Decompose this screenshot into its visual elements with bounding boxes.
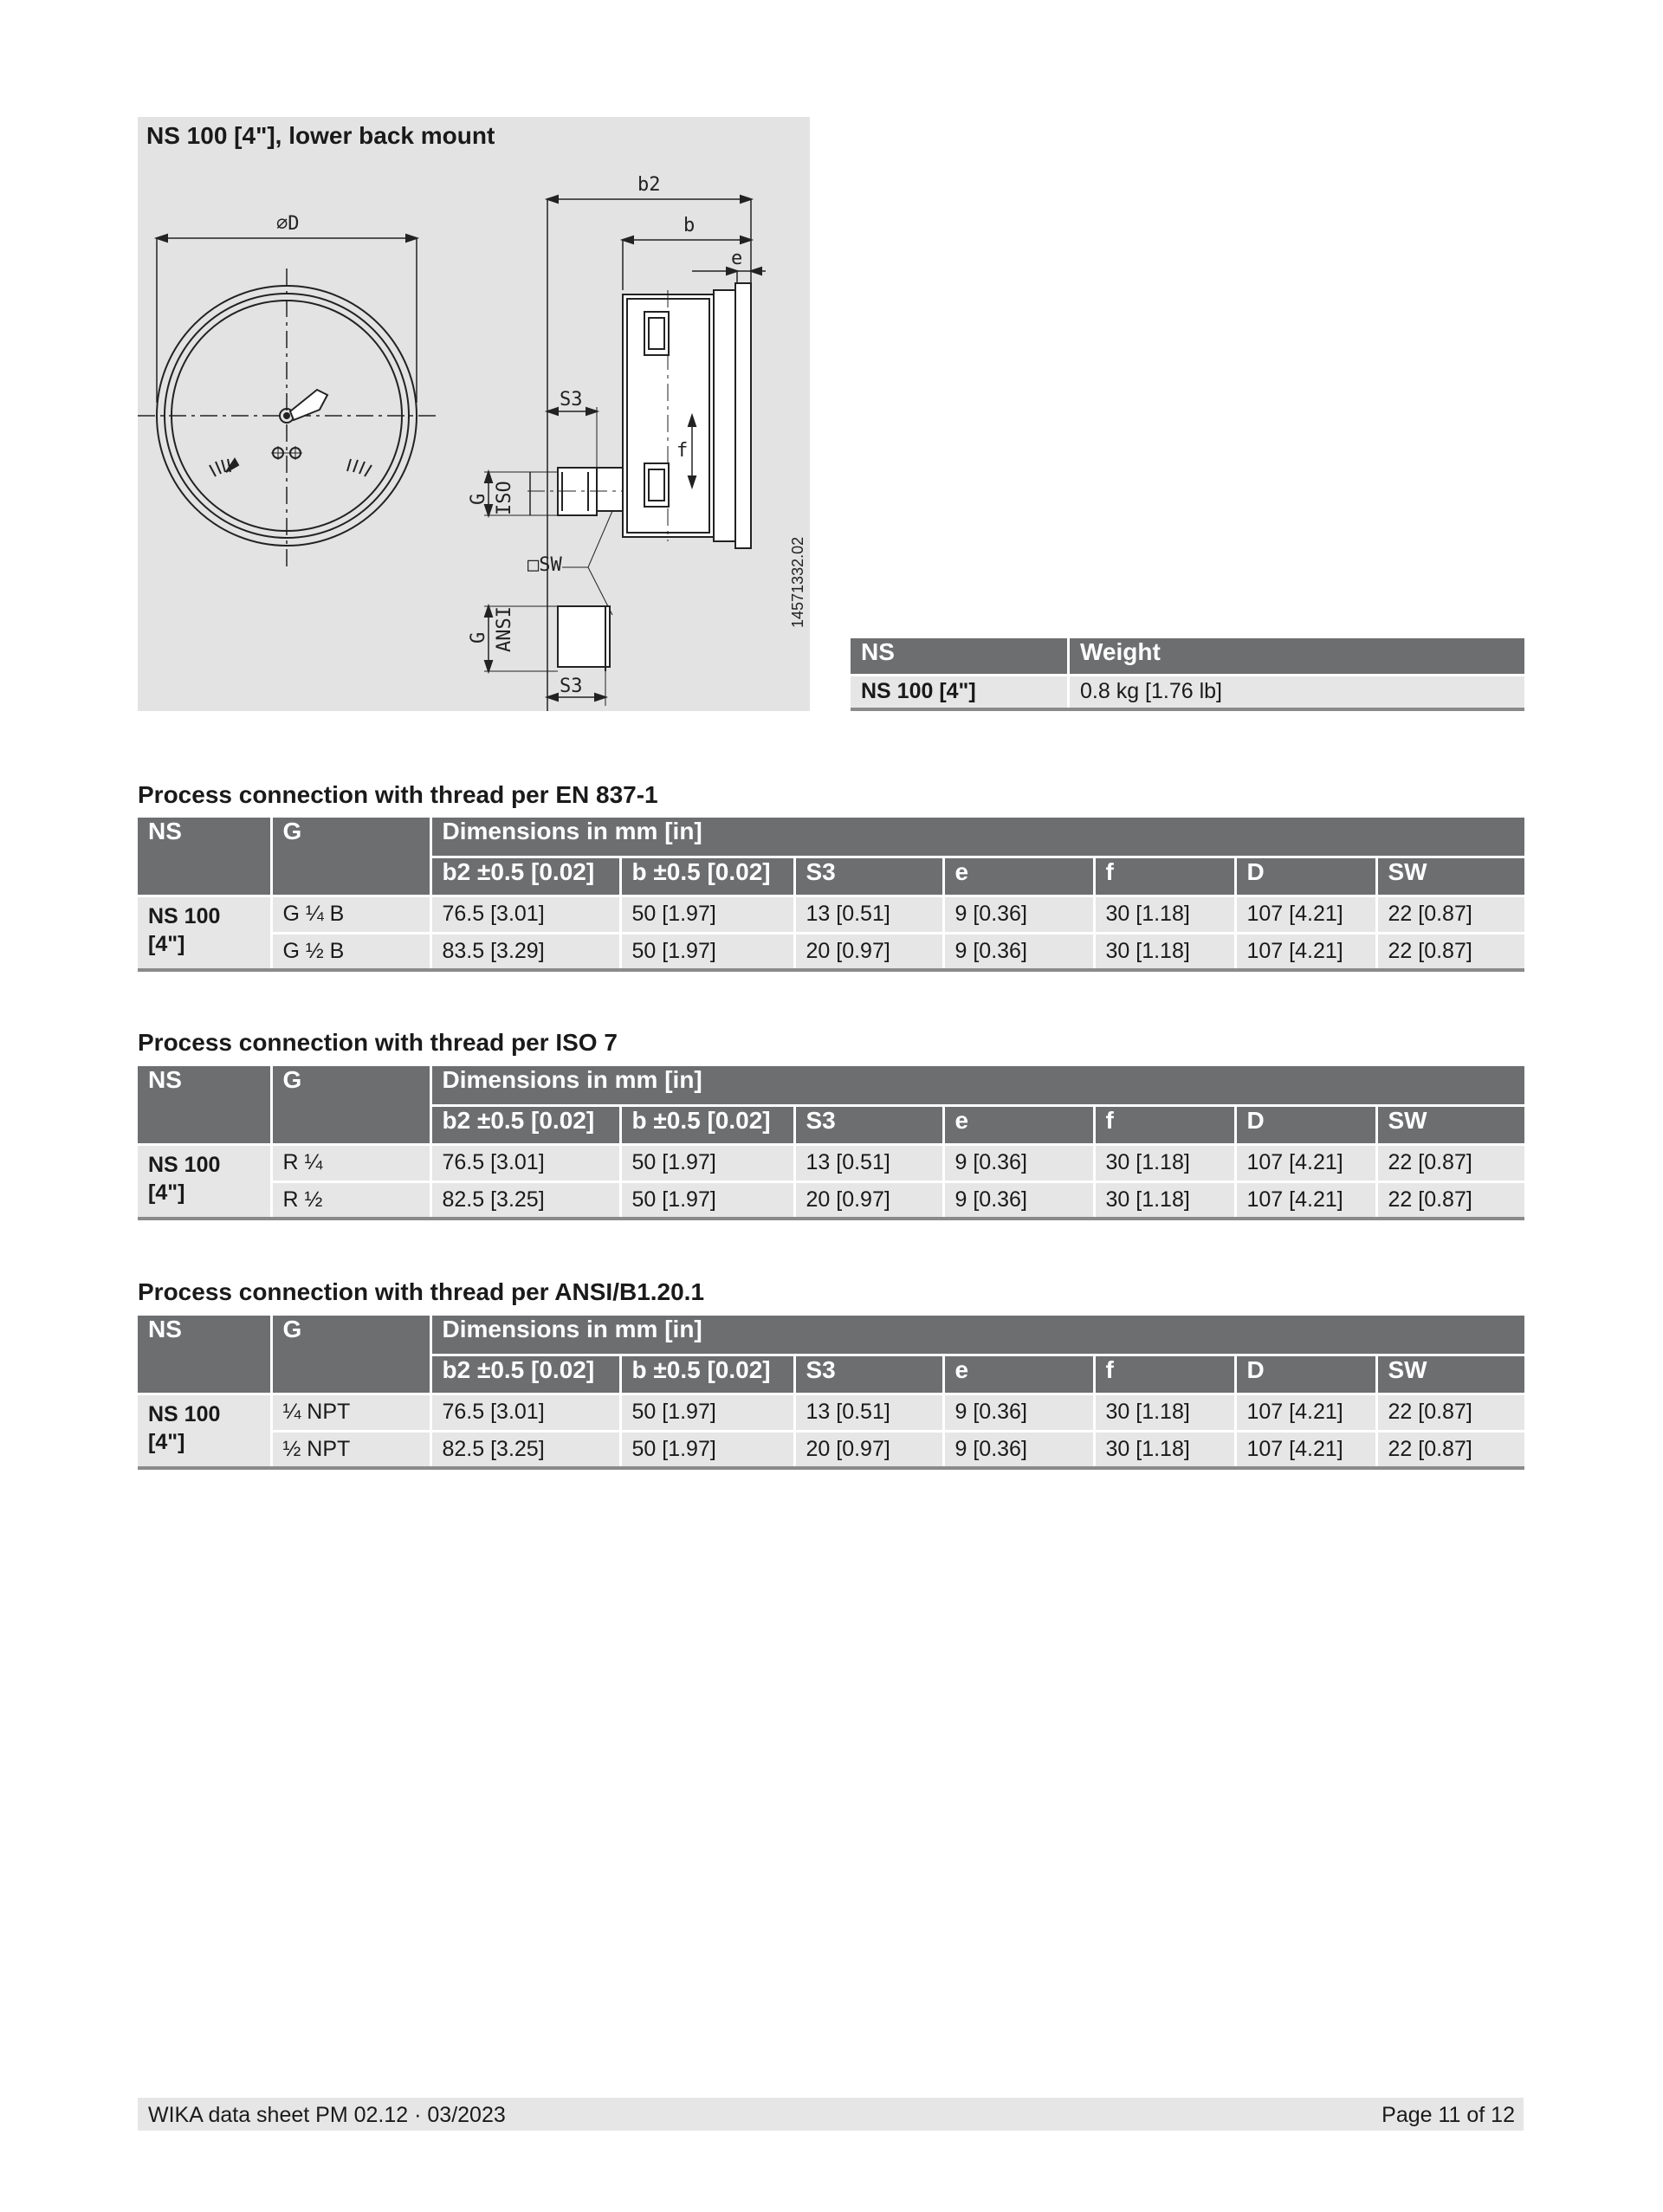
value-cell: 9 [0.36] — [943, 933, 1094, 970]
header-g: G — [271, 1066, 430, 1144]
value-cell: 82.5 [3.25] — [430, 1181, 620, 1219]
subheader-b: b ±0.5 [0.02] — [620, 857, 794, 896]
drawing-number: 14571332.02 — [789, 536, 806, 628]
dim-label-b2: b2 — [637, 174, 661, 196]
g-cell: R ½ — [271, 1181, 430, 1219]
subheader-b: b ±0.5 [0.02] — [620, 1355, 794, 1394]
header-ns: NS — [138, 818, 271, 896]
value-cell: 22 [0.87] — [1376, 1144, 1524, 1181]
value-cell: 9 [0.36] — [943, 1144, 1094, 1181]
dim-label-g-iso-g: G — [468, 493, 489, 505]
footer-document-ref: WIKA data sheet PM 02.12 · 03/2023 — [148, 2103, 506, 2127]
table-row — [138, 1144, 1524, 1181]
value-cell: 30 [1.18] — [1094, 1431, 1235, 1468]
value-cell: 22 [0.87] — [1376, 1181, 1524, 1219]
subheader-f: f — [1094, 1105, 1235, 1144]
value-cell: 30 [1.18] — [1094, 1144, 1235, 1181]
value-cell: 20 [0.97] — [794, 933, 943, 970]
dim-label-e: e — [731, 248, 743, 269]
value-cell: 30 [1.18] — [1094, 933, 1235, 970]
section-title-en837: Process connection with thread per EN 837-1 — [138, 781, 658, 808]
subheader-b2: b2 ±0.5 [0.02] — [430, 1355, 620, 1394]
value-cell: 30 [1.18] — [1094, 896, 1235, 933]
drawing-title: NS 100 [4"], lower back mount — [146, 122, 495, 149]
value-cell: 50 [1.97] — [620, 1144, 794, 1181]
dim-label-s3-top: S3 — [560, 389, 583, 411]
subheader-e: e — [943, 857, 1094, 896]
value-cell: 83.5 [3.29] — [430, 933, 620, 970]
value-cell: 107 [4.21] — [1235, 1144, 1376, 1181]
dim-label-g-ansi-g: G — [468, 631, 489, 644]
value-cell: 22 [0.87] — [1376, 896, 1524, 933]
g-cell: ½ NPT — [271, 1431, 430, 1468]
header-g: G — [271, 1316, 430, 1394]
value-cell: 9 [0.36] — [943, 1431, 1094, 1468]
value-cell: 22 [0.87] — [1376, 933, 1524, 970]
value-cell: 9 [0.36] — [943, 1394, 1094, 1431]
technical-drawing — [138, 117, 810, 711]
table-row — [138, 1181, 1524, 1219]
subheader-f: f — [1094, 1355, 1235, 1394]
dim-label-b: b — [683, 215, 696, 236]
g-cell: G ½ B — [271, 933, 430, 970]
subheader-b2: b2 ±0.5 [0.02] — [430, 857, 620, 896]
value-cell: 9 [0.36] — [943, 896, 1094, 933]
value-cell: 20 [0.97] — [794, 1431, 943, 1468]
value-cell: 20 [0.97] — [794, 1181, 943, 1219]
value-cell: 9 [0.36] — [943, 1181, 1094, 1219]
footer-page-number: Page 11 of 12 — [1382, 2103, 1515, 2127]
subheader-s3: S3 — [794, 1105, 943, 1144]
g-cell: R ¼ — [271, 1144, 430, 1181]
value-cell: 30 [1.18] — [1094, 1394, 1235, 1431]
header-dimensions: Dimensions in mm [in] — [430, 1066, 1524, 1105]
subheader-sw: SW — [1376, 1105, 1524, 1144]
value-cell: 82.5 [3.25] — [430, 1431, 620, 1468]
value-cell: 13 [0.51] — [794, 896, 943, 933]
value-cell: 13 [0.51] — [794, 1394, 943, 1431]
g-cell: ¼ NPT — [271, 1394, 430, 1431]
value-cell: 107 [4.21] — [1235, 1431, 1376, 1468]
subheader-f: f — [1094, 857, 1235, 896]
dim-label-g-ansi: ANSI — [494, 606, 515, 652]
value-cell: 22 [0.87] — [1376, 1431, 1524, 1468]
value-cell: 50 [1.97] — [620, 1394, 794, 1431]
ns-cell: NS 100 [4"] — [138, 1394, 271, 1468]
ns-cell: NS 100 [4"] — [138, 1144, 271, 1219]
subheader-sw: SW — [1376, 1355, 1524, 1394]
dimension-table-en837 — [138, 818, 1524, 972]
dimension-table-iso7 — [138, 1066, 1524, 1220]
subheader-e: e — [943, 1355, 1094, 1394]
value-cell: 50 [1.97] — [620, 896, 794, 933]
subheader-d: D — [1235, 1355, 1376, 1394]
subheader-sw: SW — [1376, 857, 1524, 896]
page-footer — [138, 2098, 1524, 2131]
value-cell: 22 [0.87] — [1376, 1394, 1524, 1431]
ns-cell: NS 100 [4"] — [138, 896, 271, 970]
table-row — [138, 1431, 1524, 1468]
weight-table-weight-cell: 0.8 kg [1.76 lb] — [1069, 675, 1525, 709]
table-row — [138, 1394, 1524, 1431]
table-row — [138, 933, 1524, 970]
g-cell: G ¼ B — [271, 896, 430, 933]
dim-label-s3-bottom: S3 — [560, 676, 583, 697]
section-title-ansi: Process connection with thread per ANSI/B1.20.1 — [138, 1278, 705, 1305]
dim-label-g-iso: ISO — [494, 481, 515, 515]
subheader-s3: S3 — [794, 1355, 943, 1394]
subheader-e: e — [943, 1105, 1094, 1144]
subheader-d: D — [1235, 1105, 1376, 1144]
value-cell: 107 [4.21] — [1235, 933, 1376, 970]
value-cell: 107 [4.21] — [1235, 1181, 1376, 1219]
subheader-b2: b2 ±0.5 [0.02] — [430, 1105, 620, 1144]
header-ns: NS — [138, 1066, 271, 1144]
dimension-table-ansi — [138, 1316, 1524, 1470]
value-cell: 50 [1.97] — [620, 1431, 794, 1468]
header-dimensions: Dimensions in mm [in] — [430, 818, 1524, 857]
value-cell: 50 [1.97] — [620, 933, 794, 970]
weight-table-ns-cell: NS 100 [4"] — [851, 675, 1069, 709]
value-cell: 13 [0.51] — [794, 1144, 943, 1181]
weight-table-header-ns: NS — [851, 638, 1069, 675]
dim-label-f: f — [676, 440, 689, 462]
dim-label-sw: □SW — [527, 554, 562, 576]
section-title-iso7: Process connection with thread per ISO 7 — [138, 1029, 618, 1056]
value-cell: 50 [1.97] — [620, 1181, 794, 1219]
weight-table-header-weight: Weight — [1069, 638, 1525, 675]
value-cell: 76.5 [3.01] — [430, 1394, 620, 1431]
value-cell: 30 [1.18] — [1094, 1181, 1235, 1219]
value-cell: 107 [4.21] — [1235, 1394, 1376, 1431]
value-cell: 76.5 [3.01] — [430, 896, 620, 933]
table-row — [138, 896, 1524, 933]
header-g: G — [271, 818, 430, 896]
header-dimensions: Dimensions in mm [in] — [430, 1316, 1524, 1355]
subheader-d: D — [1235, 857, 1376, 896]
subheader-b: b ±0.5 [0.02] — [620, 1105, 794, 1144]
value-cell: 107 [4.21] — [1235, 896, 1376, 933]
gauge-dimension-drawing — [138, 117, 810, 711]
value-cell: 76.5 [3.01] — [430, 1144, 620, 1181]
header-ns: NS — [138, 1316, 271, 1394]
subheader-s3: S3 — [794, 857, 943, 896]
dim-label-diameter: ⌀D — [276, 213, 300, 235]
weight-table — [851, 638, 1524, 711]
